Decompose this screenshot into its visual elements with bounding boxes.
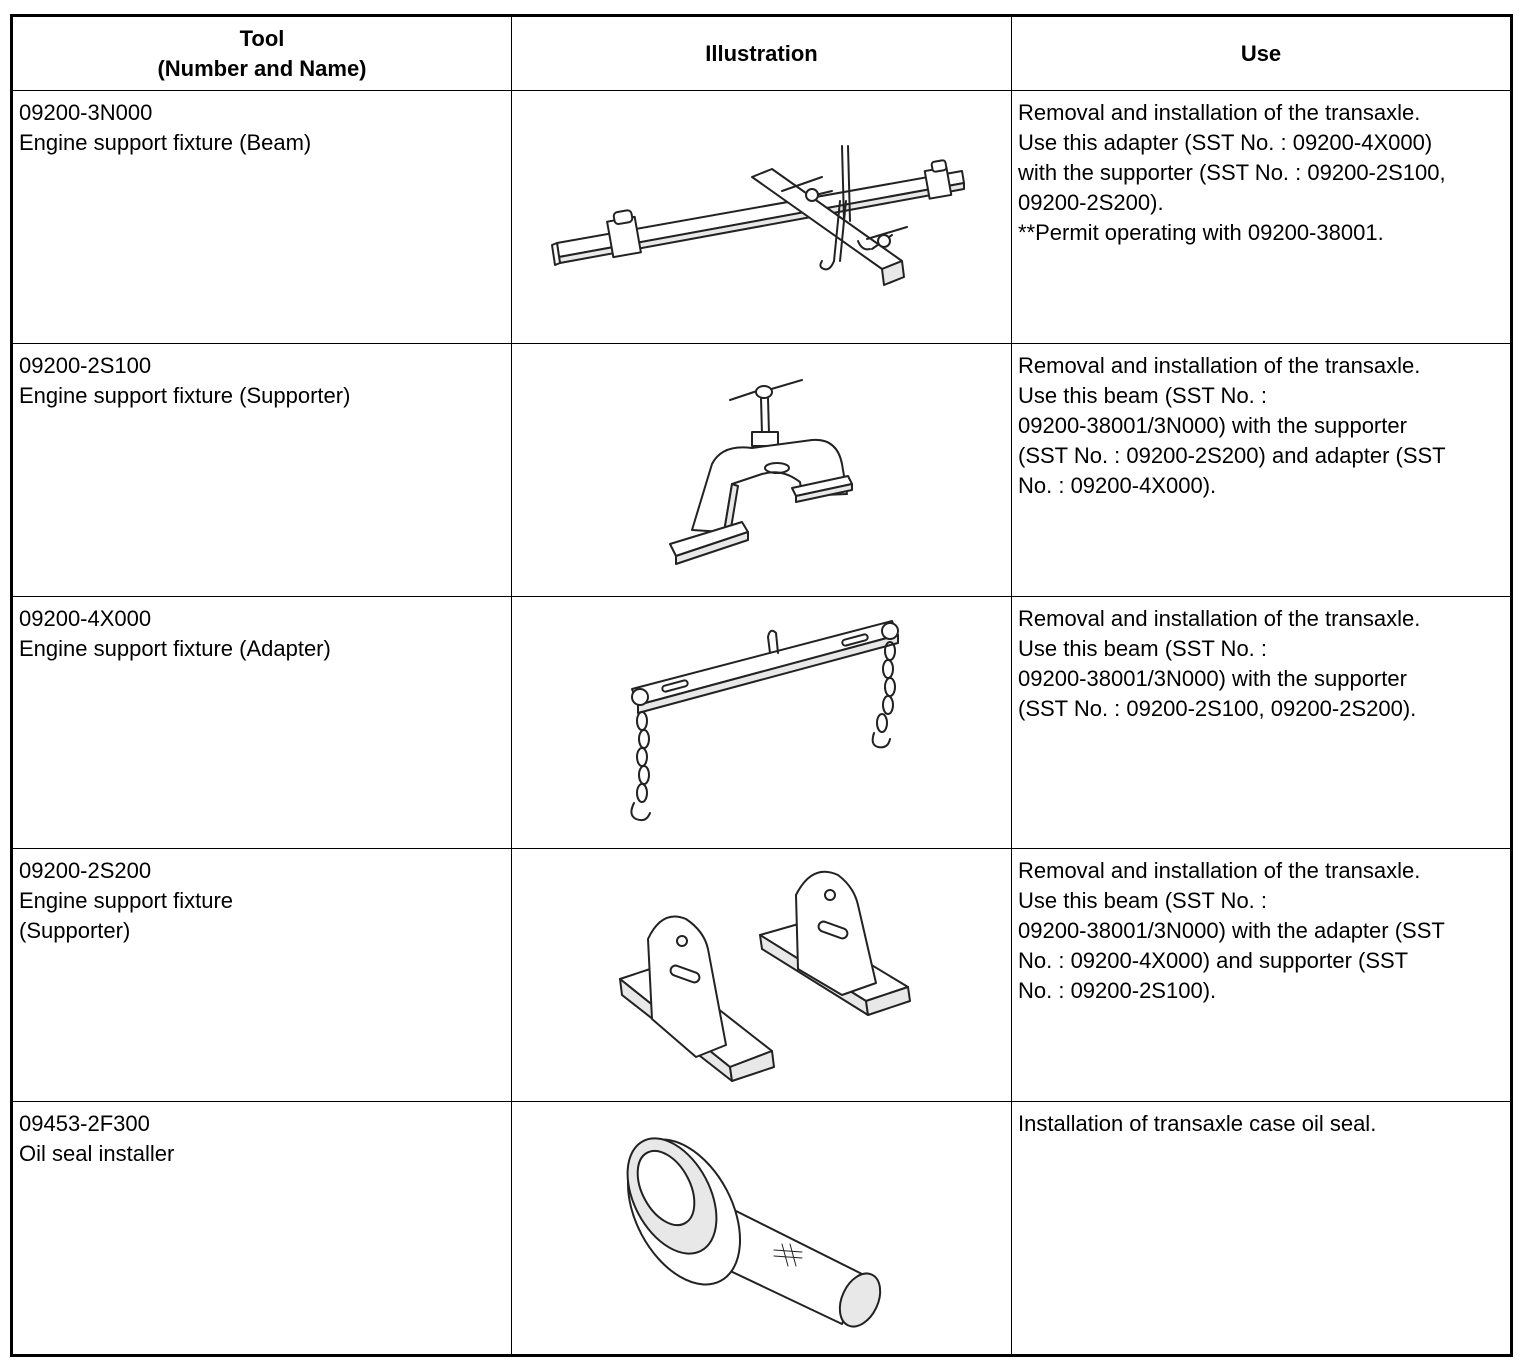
header-use: Use bbox=[1012, 16, 1512, 91]
beam-fixture-icon bbox=[512, 91, 1010, 342]
tool-cell bbox=[12, 1102, 512, 1356]
tool-name: Oil seal installer bbox=[19, 1141, 175, 1167]
use-line: No. : 09200-4X000). bbox=[1018, 472, 1217, 498]
header-tool bbox=[12, 16, 512, 91]
header-tool-line2: (Number and Name) bbox=[157, 55, 367, 81]
tool-number: 09453-2F300 bbox=[19, 1111, 150, 1137]
use-line: Removal and installation of the transaxle. bbox=[1018, 605, 1421, 631]
table-row bbox=[12, 343, 1512, 596]
table-row bbox=[12, 596, 1512, 849]
illustration-cell bbox=[512, 596, 1012, 849]
table-row bbox=[12, 91, 1512, 344]
tool-name: (Supporter) bbox=[19, 918, 131, 944]
use-line: 09200-38001/3N000) with the supporter bbox=[1018, 665, 1407, 691]
tool-cell bbox=[12, 849, 512, 1102]
tool-number: 09200-4X000 bbox=[19, 605, 152, 631]
table-row bbox=[12, 849, 1512, 1102]
use-line: 09200-2S200). bbox=[1018, 190, 1164, 215]
use-cell bbox=[1012, 343, 1512, 596]
tool-name: Engine support fixture bbox=[19, 888, 234, 914]
tool-number: 09200-2S200 bbox=[19, 858, 152, 884]
use-line: Use this beam (SST No. : bbox=[1018, 635, 1268, 661]
illustration-cell bbox=[512, 1102, 1012, 1356]
use-cell bbox=[1012, 596, 1512, 849]
supporter-pair-icon bbox=[512, 849, 1010, 1100]
use-line: (SST No. : 09200-2S100, 09200-2S200). bbox=[1018, 695, 1417, 721]
use-line: 09200-38001/3N000) with the adapter (SST bbox=[1018, 918, 1445, 944]
oil-seal-installer-icon bbox=[512, 1102, 1010, 1353]
supporter-fixture-icon bbox=[512, 344, 1010, 595]
tool-cell bbox=[12, 91, 512, 344]
header-row bbox=[12, 16, 1512, 91]
use-line: Installation of transaxle case oil seal. bbox=[1018, 1111, 1377, 1137]
use-line: (SST No. : 09200-2S200) and adapter (SST bbox=[1018, 442, 1446, 468]
use-line: Removal and installation of the transaxle. bbox=[1018, 100, 1421, 125]
use-line: Use this beam (SST No. : bbox=[1018, 382, 1268, 408]
header-illustration: Illustration bbox=[512, 16, 1012, 91]
tool-name: Engine support fixture (Beam) bbox=[19, 130, 312, 155]
use-cell bbox=[1012, 1102, 1512, 1356]
use-line: No. : 09200-4X000) and supporter (SST bbox=[1018, 948, 1409, 974]
tool-cell bbox=[12, 343, 512, 596]
tool-number: 09200-3N000 bbox=[19, 100, 153, 125]
header-tool-line1: Tool bbox=[239, 25, 285, 51]
illustration-cell bbox=[512, 91, 1012, 344]
use-line: Removal and installation of the transaxle. bbox=[1018, 858, 1421, 884]
tool-name: Engine support fixture (Adapter) bbox=[19, 635, 331, 661]
use-line: Use this adapter (SST No. : 09200-4X000) bbox=[1018, 130, 1433, 155]
use-line: with the supporter (SST No. : 09200-2S100, bbox=[1018, 160, 1446, 185]
special-tools-table bbox=[10, 14, 1513, 1357]
use-line: No. : 09200-2S100). bbox=[1018, 978, 1217, 1004]
use-line: Use this beam (SST No. : bbox=[1018, 888, 1268, 914]
illustration-cell bbox=[512, 849, 1012, 1102]
use-cell bbox=[1012, 91, 1512, 344]
use-line: 09200-38001/3N000) with the supporter bbox=[1018, 412, 1407, 438]
illustration-cell bbox=[512, 343, 1012, 596]
adapter-chain-icon bbox=[512, 597, 1010, 848]
tool-cell bbox=[12, 596, 512, 849]
use-line: Removal and installation of the transaxle. bbox=[1018, 352, 1421, 378]
table-row bbox=[12, 1102, 1512, 1356]
use-cell bbox=[1012, 849, 1512, 1102]
tool-number: 09200-2S100 bbox=[19, 352, 152, 378]
use-line: **Permit operating with 09200-38001. bbox=[1018, 220, 1384, 245]
tool-name: Engine support fixture (Supporter) bbox=[19, 382, 351, 408]
